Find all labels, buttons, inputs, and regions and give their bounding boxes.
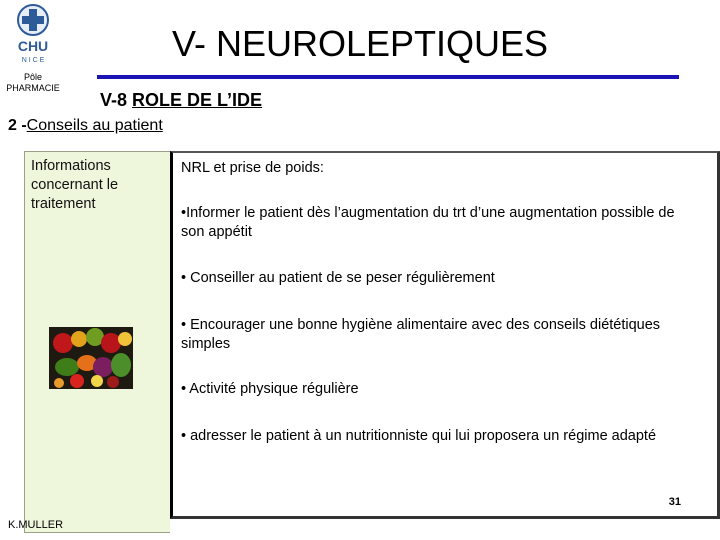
logo-subtext: N I C E [21, 57, 45, 64]
left-panel [24, 151, 170, 533]
title-rule [97, 75, 679, 79]
bullet-item: • Activité physique régulière [181, 381, 359, 397]
pole-label: Pôle PHARMACIE [6, 72, 60, 93]
page-title: V- NEUROLEPTIQUES [171, 23, 549, 64]
left-panel-info: Informations concernant le traitement [31, 158, 119, 212]
bullet-item: •Informer le patient dès l’augmentation du trt d’une augmentation possible de son appétit [181, 205, 675, 240]
bullet-item: • Conseiller au patient de se peser régulièrement [181, 270, 495, 286]
subtitle [100, 89, 262, 111]
bullet-item: • adresser le patient à un nutritionniste qui lui proposera un régime adapté [181, 428, 657, 444]
content-panel [170, 151, 720, 519]
logo-text: CHU [17, 38, 49, 54]
chu-nice-logo [6, 0, 60, 70]
section-underlined: Conseils au patient [26, 117, 163, 134]
page-number: 31 [668, 496, 681, 508]
content-heading: NRL et prise de poids: [181, 160, 324, 176]
section-prefix: 2 - [8, 117, 27, 134]
section-heading [8, 116, 163, 136]
fruits-vegetables-image [49, 327, 133, 389]
subtitle-prefix: V-8 [100, 90, 133, 110]
author-footer: K.MULLER [8, 519, 64, 531]
bullet-item: • Encourager une bonne hygiène alimentaire avec des conseils diététiques simples [181, 317, 661, 352]
subtitle-underlined: ROLE DE L’IDE [132, 90, 263, 110]
